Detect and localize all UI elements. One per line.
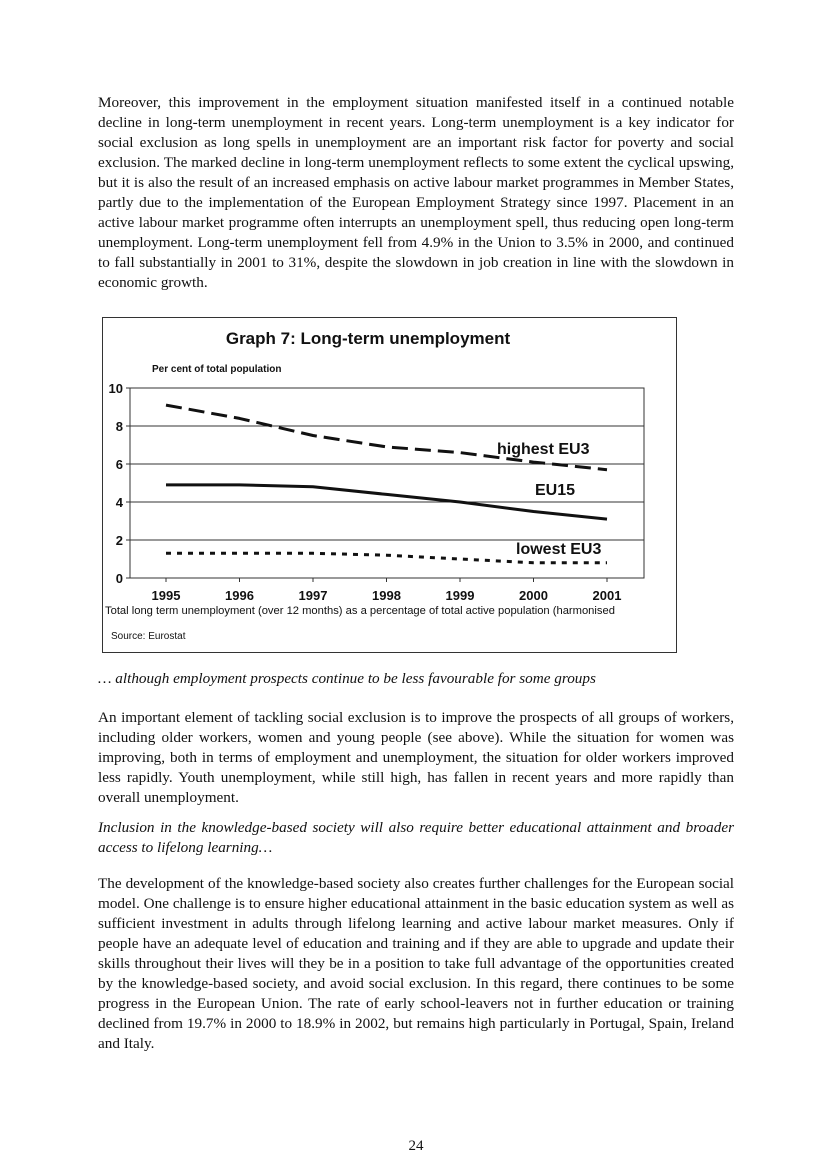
chart-source: Source: Eurostat: [111, 631, 186, 642]
chart-graph-7: [102, 317, 677, 653]
groups-paragraph: An important element of tackling social exclusion is to improve the prospects of all groups of workers, including older workers, women and young people (see above). While the situation for women was improving, both in terms of employment and unemployment, the situation for older workers improved less rapidly. Youth unemployment, while still high, has fallen in recent years and more rapidly than overall unemployment.: [98, 709, 734, 806]
chart-footnote: Total long term unemployment (over 12 months) as a percentage of total active population (harmonised: [105, 605, 615, 617]
x-tick-label: 1996: [225, 588, 254, 603]
y-tick-label: 2: [115, 533, 123, 548]
series-label: EU15: [535, 482, 576, 499]
chart-subtitle: Per cent of total population: [152, 364, 282, 375]
page-number: 24: [408, 1138, 424, 1154]
x-tick-label: 2000: [519, 588, 548, 603]
section-heading-groups: … although employment prospects continue to be less favourable for some groups: [98, 670, 596, 687]
y-tick-label: 0: [115, 571, 123, 586]
x-tick-label: 1997: [298, 588, 328, 603]
section-heading-knowledge: Inclusion in the knowledge-based society will also require better educational attainment and broader access to lifelong learning…: [98, 819, 734, 856]
x-tick-label: 2001: [592, 588, 622, 603]
series-line-highest-eu3: [166, 405, 607, 470]
y-tick-label: 8: [115, 419, 123, 434]
x-tick-label: 1999: [445, 588, 475, 603]
y-tick-label: 6: [115, 457, 123, 472]
y-tick-label: 4: [115, 495, 123, 510]
knowledge-paragraph: The development of the knowledge-based society also creates further challenges for the European social model. One challenge is to ensure higher educational attainment in the basic education system as well as sufficient investment in adults through lifelong learning and active labour market measures. Only if people have an adequate level of education and training and if they are able to upgrade and update their skills throughout their lives will they be in a position to take full advantage of the opportunities created by the knowledge-based society, and avoid social exclusion. In this regard, there continues to be some progress in the European Union. The rate of early school-leavers not in further education or training declined from 19.7% in 2000 to 18.9% in 2002, but remains high particularly in Portugal, Spain, Ireland and Italy.: [98, 875, 734, 1052]
y-tick-label: 10: [108, 381, 123, 396]
series-label: lowest EU3: [516, 541, 602, 558]
intro-paragraph: Moreover, this improvement in the employment situation manifested itself in a continued notable decline in long-term unemployment in recent years. Long-term unemployment is a key indicator for social exclusion as long spells in unemployment are an important risk factor for poverty and social exclusion. The marked decline in long-term unemployment reflects to some extent the cyclical upswing, but it is also the result of an increased emphasis on active labour market programmes in Member States, partly due to the implementation of the European Employment Strategy since 1997. Placement in an active labour market programme often interrupts an unemployment spell, thus reducing open long-term unemployment. Long-term unemployment fell from 4.9% in the Union to 3.5% in 2000, and continued to fall substantially in 2001 to 31%, despite the slowdown in job creation in line with the slowdown in economic growth.: [98, 94, 734, 291]
x-tick-label: 1995: [151, 588, 181, 603]
chart-title: Graph 7: Long-term unemployment: [225, 329, 511, 348]
series-label: highest EU3: [497, 441, 590, 458]
x-tick-label: 1998: [372, 588, 401, 603]
